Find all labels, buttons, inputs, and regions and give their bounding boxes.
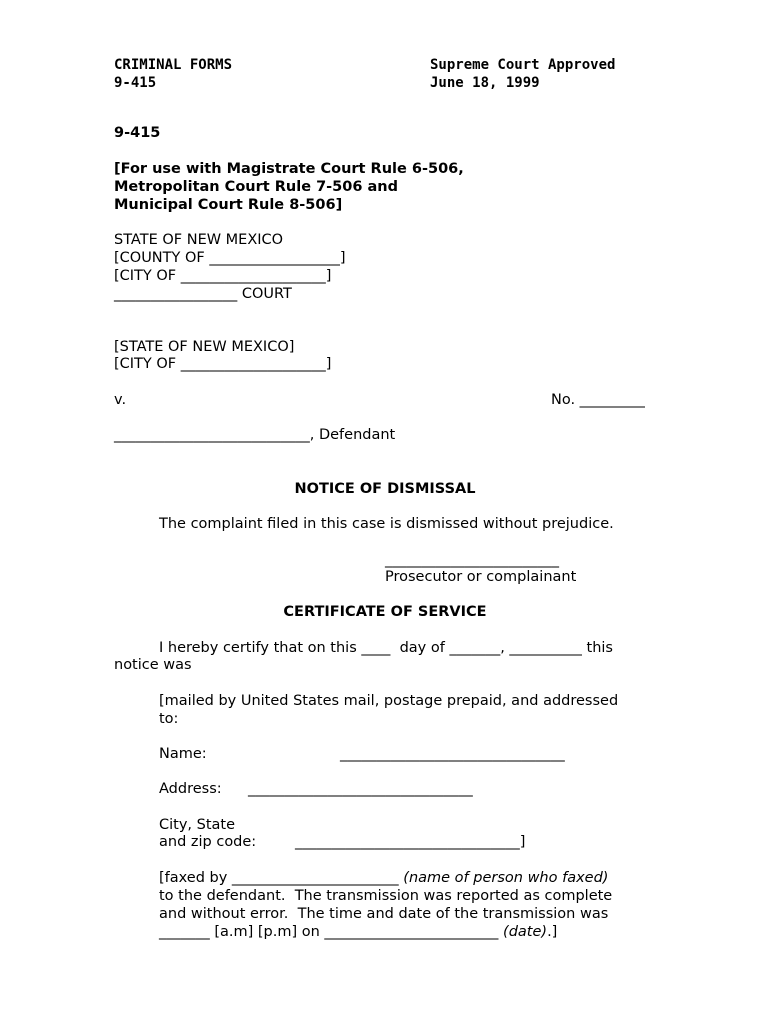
city-label-line1: City, State [159, 817, 236, 833]
notice-body: The complaint filed in this case is dismissed without prejudice. [159, 516, 614, 532]
usage-note-line3: Municipal Court Rule 8-506] [114, 197, 343, 213]
name-blank: _______________________________ [340, 746, 565, 762]
case-number: No. _________ [551, 392, 645, 408]
address-blank: _______________________________ [248, 781, 473, 797]
faxed-line1 [159, 869, 608, 887]
certificate-title: CERTIFICATE OF SERVICE [283, 604, 487, 620]
form-number: 9-415 [114, 125, 161, 141]
header-right-line1: Supreme Court Approved [430, 57, 616, 73]
city-blank: _______________________________] [295, 834, 526, 850]
plaintiff-city: [CITY OF ____________________] [114, 356, 332, 372]
name-label: Name: [159, 746, 207, 762]
usage-note-line1: [For use with Magistrate Court Rule 6-506, [114, 161, 464, 177]
plaintiff-state: [STATE OF NEW MEXICO] [114, 339, 295, 355]
caption-state: STATE OF NEW MEXICO [114, 232, 284, 248]
notice-title: NOTICE OF DISMISSAL [294, 481, 476, 497]
header-right-line2: June 18, 1999 [430, 75, 540, 91]
versus: v. [114, 392, 127, 408]
signature-label: Prosecutor or complainant [385, 569, 577, 585]
mailed-line2: to: [159, 711, 179, 727]
certificate-line2: notice was [114, 657, 192, 673]
address-label: Address: [159, 781, 222, 797]
header-left-line2: 9-415 [114, 75, 157, 91]
certificate-line1: I hereby certify that on this ____ day of _______, __________ this [159, 640, 613, 656]
faxed-line3: and without error. The time and date of the transmission was [159, 906, 609, 922]
caption-court: _________________ COURT [114, 286, 292, 302]
defendant-line: ___________________________, Defendant [114, 427, 396, 443]
caption-city: [CITY OF ____________________] [114, 268, 332, 284]
faxed-end: .] [547, 924, 558, 940]
mailed-line1: [mailed by United States mail, postage prepaid, and addressed [159, 693, 619, 709]
city-label-line2: and zip code: [159, 834, 257, 850]
usage-note-line2: Metropolitan Court Rule 7-506 and [114, 179, 398, 195]
caption-county: [COUNTY OF __________________] [114, 250, 346, 266]
faxed-name-hint: (name of person who faxed) [403, 870, 609, 886]
faxed-date-hint: (date) [503, 924, 548, 940]
signature-line: ________________________ [385, 552, 559, 568]
faxed-line4 [159, 923, 557, 941]
header-left-line1: CRIMINAL FORMS [114, 57, 233, 73]
faxed-by: [faxed by _______________________ [159, 870, 404, 886]
faxed-line2: to the defendant. The transmission was reported as complete [159, 888, 613, 904]
faxed-time-date: _______ [a.m] [p.m] on ________________________ [159, 924, 504, 940]
